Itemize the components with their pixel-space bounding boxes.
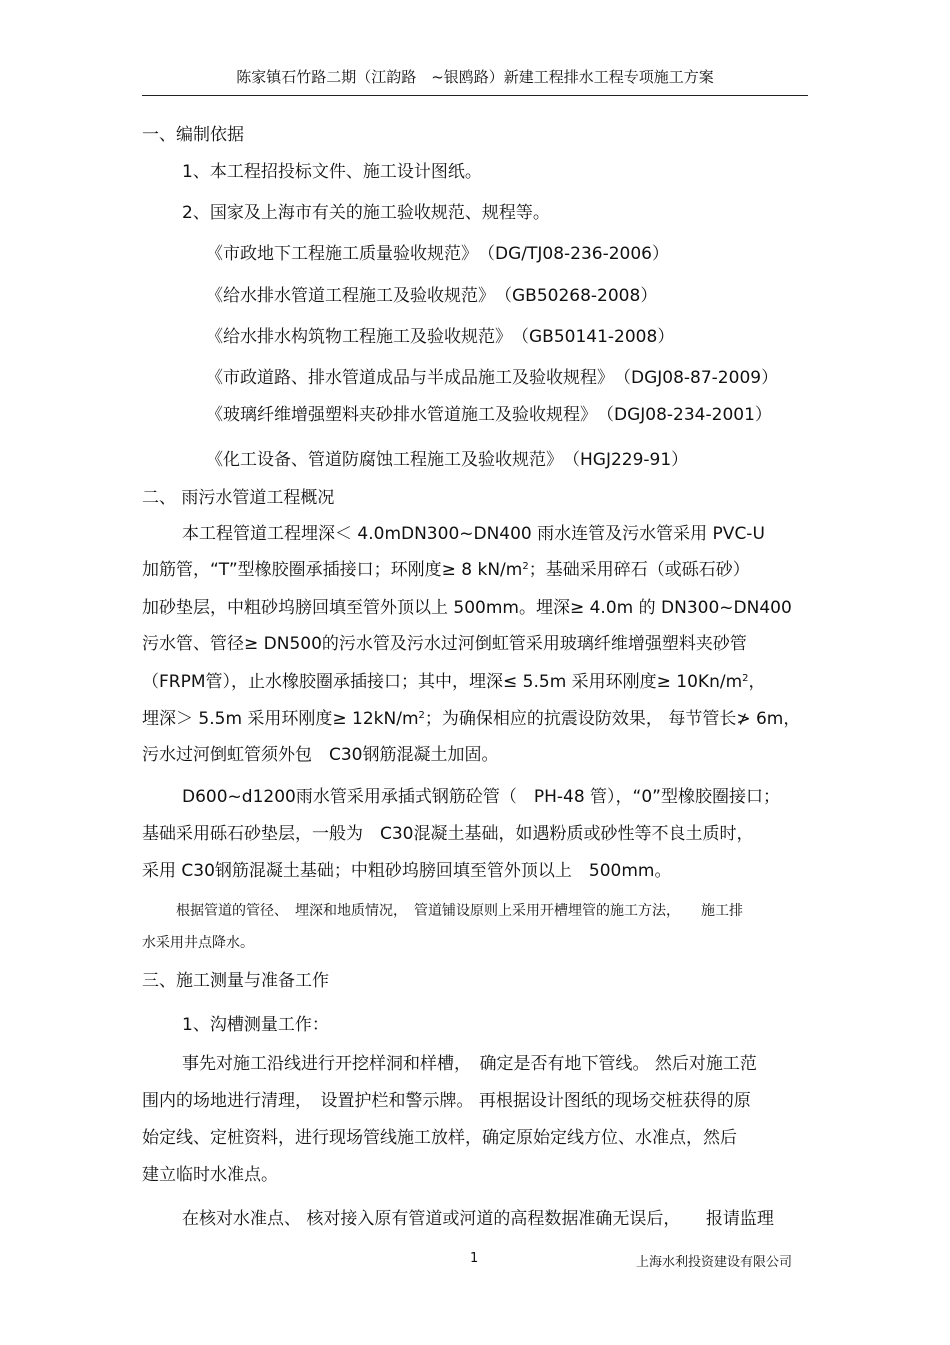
paragraph-line: 在核对水准点、 核对接入原有管道或河道的高程数据准确无误后， 报请监理 bbox=[182, 1209, 774, 1229]
paragraph-line: 埋深＞ 5.5m 采用环刚度≥ $12kN/m^2$；为确保相应的抗震设防效果， 每节管长≯ 6m， bbox=[142, 709, 801, 729]
basis-item-1: 1、本工程招投标文件、施工设计图纸。 bbox=[182, 162, 482, 182]
reference-standard: 《给水排水管道工程施工及验收规范》 （GB50268-2008） bbox=[206, 286, 658, 306]
footer-company: 上海水利投资建设有限公司 bbox=[636, 1255, 793, 1270]
reference-standard: 《化工设备、管道防腐蚀工程施工及验收规范》 （HGJ229-91） bbox=[206, 450, 689, 470]
reference-standard: 《给水排水构筑物工程施工及验收规范》 （GB50141-2008） bbox=[206, 327, 675, 347]
paragraph-line: 加砂垫层，中粗砂坞膀回填至管外顶以上 500mm。埋深≥ 4.0m 的 DN300~DN400 bbox=[142, 598, 792, 618]
paragraph-line: 围内的场地进行清理， 设置护栏和警示牌。 再根据设计图纸的现场交桩获得的原 bbox=[142, 1091, 751, 1111]
header-rule bbox=[142, 95, 808, 96]
page-header-title: 陈家镇石竹路二期（江韵路 ~银鸥路）新建工程排水工程专项施工方案 bbox=[236, 68, 714, 86]
paragraph-line: 事先对施工沿线进行开挖样洞和样槽， 确定是否有地下管线。 然后对施工范 bbox=[182, 1054, 757, 1074]
paragraph-line: 根据管道的管径、 埋深和地质情况， 管道铺设原则上采用开槽埋管的施工方法， 施工排 bbox=[176, 903, 743, 919]
paragraph-line: 建立临时水准点。 bbox=[142, 1165, 278, 1185]
paragraph-line: 加筋管，“T”型橡胶圈承插接口；环刚度≥ 8 $kN/m^2$；基础采用碎石（或砾石砂） bbox=[142, 560, 750, 580]
reference-standard: 《市政道路、排水管道成品与半成品施工及验收规程》 （DGJ08-87-2009） bbox=[206, 368, 779, 388]
section-heading-basis: 一、编制依据 bbox=[142, 125, 244, 145]
paragraph-line: 采用 C30钢筋混凝土基础；中粗砂坞膀回填至管外顶以上 500mm。 bbox=[142, 861, 672, 881]
paragraph-line: 污水管、管径≥ DN500的污水管及污水过河倒虹管采用玻璃纤维增强塑料夹砂管 bbox=[142, 634, 747, 654]
page-number: 1 bbox=[470, 1251, 479, 1266]
paragraph-line: 污水过河倒虹管须外包 C30钢筋混凝土加固。 bbox=[142, 745, 499, 765]
reference-standard: 《市政地下工程施工质量验收规范》 （DG/TJ08-236-2006） bbox=[206, 244, 670, 264]
section-heading-survey: 三、施工测量与准备工作 bbox=[142, 971, 329, 991]
paragraph-line: 始定线、定桩资料，进行现场管线施工放样，确定原始定线方位、水准点，然后 bbox=[142, 1128, 737, 1148]
basis-item-2: 2、国家及上海市有关的施工验收规范、规程等。 bbox=[182, 203, 550, 223]
paragraph-line: 水采用井点降水。 bbox=[142, 935, 254, 951]
paragraph-line: （FRPM管），止水橡胶圈承插接口；其中，埋深≤ 5.5m 采用环刚度≥ $10Kn/m^2$， bbox=[142, 672, 766, 692]
paragraph-line: D600~d1200雨水管采用承插式钢筋砼管（ PH-48 管），“0”型橡胶圈接口； bbox=[182, 787, 780, 807]
paragraph-line: 基础采用砾石砂垫层，一般为 C30混凝土基础，如遇粉质或砂性等不良土质时， bbox=[142, 824, 754, 844]
subsection-heading: 1、沟槽测量工作： bbox=[182, 1015, 329, 1035]
paragraph-line: 本工程管道工程埋深＜ 4.0mDN300~DN400 雨水连管及污水管采用 PVC-U bbox=[182, 524, 765, 544]
section-heading-overview: 二、 雨污水管道工程概况 bbox=[142, 488, 335, 508]
reference-standard: 《玻璃纤维增强塑料夹砂排水管道施工及验收规程》 （DGJ08-234-2001） bbox=[206, 405, 772, 425]
